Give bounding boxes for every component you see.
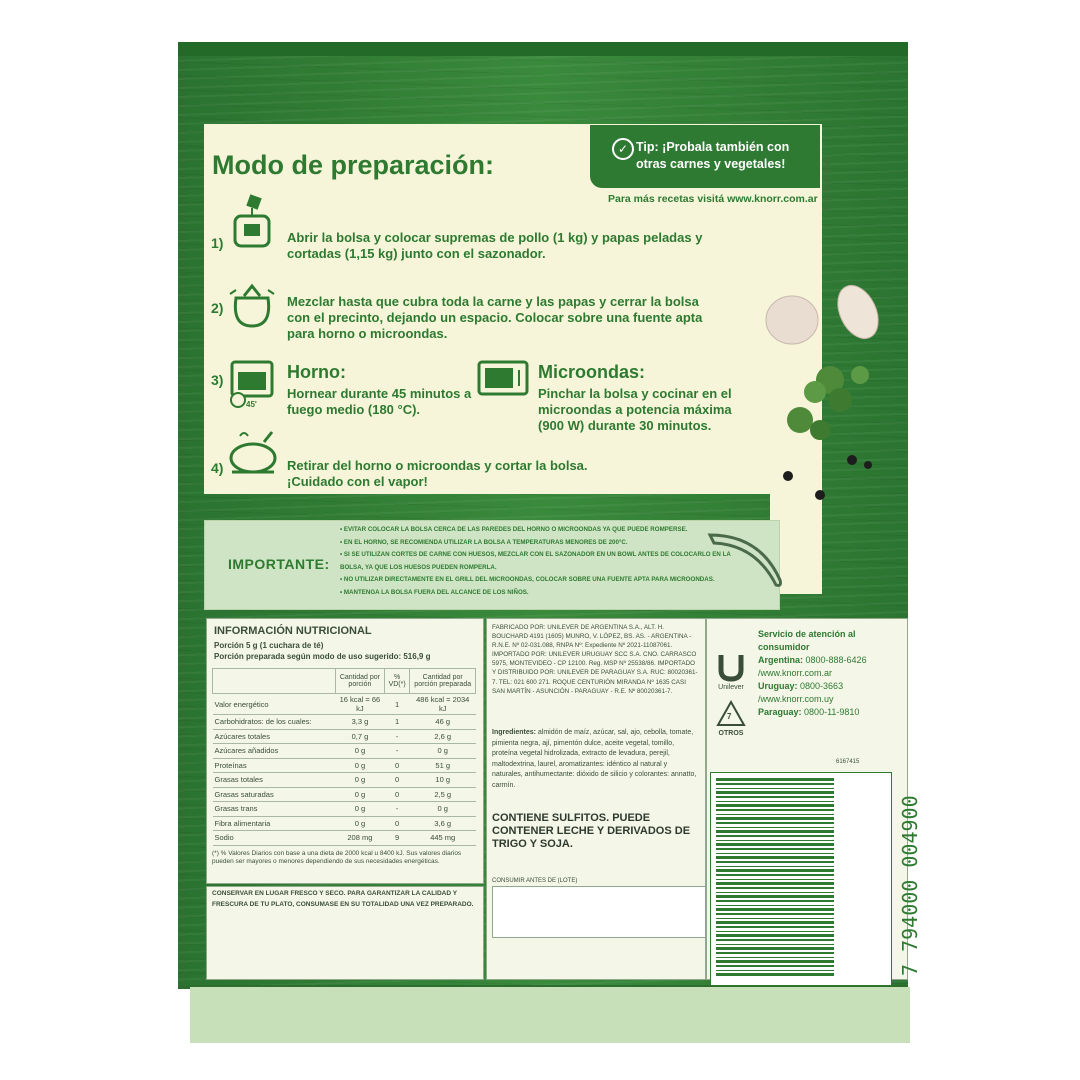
important-label: IMPORTANTE: — [228, 556, 330, 572]
service-phone: 0800-888-6426 — [805, 655, 867, 665]
lot-box — [492, 886, 706, 938]
recycle-symbol — [708, 700, 754, 737]
table-row — [213, 694, 476, 715]
preparation-title: Modo de preparación: — [212, 150, 495, 180]
important-item: • MANTENGA LA BOLSA FUERA DEL ALCANCE DE LOS NIÑOS. — [340, 587, 740, 600]
table-cell: 208 mg — [336, 831, 385, 846]
table-cell: 46 g — [410, 715, 476, 730]
table-cell: 2,5 g — [410, 787, 476, 802]
table-cell: 0 g — [336, 787, 385, 802]
table-cell: Azúcares totales — [213, 729, 336, 744]
table-cell: Grasas saturadas — [213, 787, 336, 802]
table-cell: Carbohidratos: de los cuales: — [213, 715, 336, 730]
package-top-seal — [178, 42, 908, 56]
table-cell: 486 kcal = 2034 kJ — [410, 694, 476, 715]
unilever-u-icon — [716, 652, 746, 682]
ean-number: 7 794000 004900 — [898, 795, 922, 976]
product-code: 6167415 — [836, 759, 860, 765]
microwave-title: Microondas: — [538, 362, 646, 382]
nutrition-portion: Porción 5 g (1 cuchara de té) — [214, 641, 324, 650]
table-cell: 1 — [384, 694, 410, 715]
table-cell: 0 — [384, 816, 410, 831]
allergens-text: CONTIENE SULFITOS. PUEDE CONTENER LECHE Y DERIVADOS DE TRIGO Y SOJA. — [492, 812, 691, 850]
table-cell: Fibra alimentaria — [213, 816, 336, 831]
microwave-icon — [477, 360, 529, 396]
table-row — [213, 773, 476, 788]
step-number: 3) — [211, 372, 224, 388]
table-cell: 0 — [384, 787, 410, 802]
table-cell: 0 g — [336, 802, 385, 817]
service-country: Argentina: — [758, 655, 803, 665]
table-header — [213, 669, 336, 694]
storage-text: CONSERVAR EN LUGAR FRESCO Y SECO. PARA GARANTIZAR LA CALIDAD Y FRESCURA DE TU PLATO, CONSUMASE EN SU TOTALIDAD UNA VEZ PREPARADO. — [212, 890, 474, 908]
customer-service — [758, 628, 898, 719]
check-icon: ✓ — [612, 138, 634, 160]
table-cell: Valor energético — [213, 694, 336, 715]
nutrition-title: INFORMACIÓN NUTRICIONAL — [214, 625, 372, 637]
table-header: Cantidad por porción preparada — [410, 669, 476, 694]
table-cell: 3,6 g — [410, 816, 476, 831]
table-cell: - — [384, 729, 410, 744]
service-phone: 0800-3663 — [800, 681, 844, 691]
table-cell: Sodio — [213, 831, 336, 846]
table-cell: 0 g — [336, 773, 385, 788]
table-cell: 2,6 g — [410, 729, 476, 744]
step-4-text: Retirar del horno o microondas y cortar la bolsa. ¡Cuidado con el vapor! — [287, 458, 588, 489]
important-item: • SI SE UTILIZAN CORTES DE CARNE CON HUESOS, MEZCLAR CON EL SAZONADOR EN UN BOWL ANTES DE COLOCARLO EN LA BOLSA, YA QUE LOS HUESOS PUEDEN ROMPERLA. — [340, 549, 740, 574]
recycle-number: 7 — [727, 712, 732, 721]
table-cell: 51 g — [410, 758, 476, 773]
important-item: • NO UTILIZAR DIRECTAMENTE EN EL GRILL DEL MICROONDAS, COLOCAR SOBRE UNA FUENTE APTA PARA MICROONDAS. — [340, 574, 740, 587]
service-country: Uruguay: — [758, 681, 798, 691]
table-cell: - — [384, 802, 410, 817]
table-cell: 9 — [384, 831, 410, 846]
table-header-row — [213, 669, 476, 694]
table-row — [213, 831, 476, 846]
ingredients-label: Ingredientes: — [492, 729, 536, 736]
table-header: % VD(*) — [384, 669, 410, 694]
table-cell: - — [384, 744, 410, 759]
microwave-text: Pinchar la bolsa y cocinar en el microondas a potencia máxima (900 W) durante 30 minutos. — [538, 386, 732, 433]
table-cell: 10 g — [410, 773, 476, 788]
table-cell: 0 g — [336, 758, 385, 773]
recipes-link: Para más recetas visitá www.knorr.com.ar — [608, 193, 818, 205]
oven-text: Hornear durante 45 minutos a fuego medio (180 °C). — [287, 386, 472, 417]
table-row — [213, 729, 476, 744]
table-cell: 0 g — [336, 816, 385, 831]
unilever-logo — [711, 652, 751, 692]
table-row — [213, 744, 476, 759]
best-before-label: CONSUMIR ANTES DE (LOTE) — [492, 878, 578, 884]
table-row — [213, 816, 476, 831]
step-number: 1) — [211, 235, 224, 251]
table-cell: Azúcares añadidos — [213, 744, 336, 759]
roast-chicken-icon — [226, 428, 280, 480]
table-cell: 0 g — [410, 744, 476, 759]
oven-time-badge: 45' — [246, 400, 257, 409]
service-web: /www.knorr.com.uy — [758, 694, 834, 704]
package-bottom-seal — [190, 987, 910, 1043]
unilever-wordmark: Unilever — [718, 684, 744, 691]
table-cell: 3,3 g — [336, 715, 385, 730]
table-cell: 16 kcal = 66 kJ — [336, 694, 385, 715]
step-number: 2) — [211, 300, 224, 316]
tip-text: Tip: ¡Probala también con otras carnes y vegetales! — [636, 140, 790, 171]
bag-open-icon — [232, 190, 272, 250]
oven-title: Horno: — [287, 362, 346, 382]
step-1-text: Abrir la bolsa y colocar supremas de pollo (1 kg) y papas peladas y cortadas (1,15 kg) junto con el sazonador. — [287, 230, 703, 261]
nutrition-table — [212, 668, 476, 846]
table-header: Cantidad por porción — [336, 669, 385, 694]
ingredients-text: almidón de maíz, azúcar, sal, ajo, cebolla, tomate, pimienta negra, ají, pimentón dulce, aceite vegetal, tomillo, proteína vegetal hidrolizada, extracto de levadura, perejil, maltodextrina, laurel, aromatizantes: idéntico al natural y naturales, antihumectante: dióxido de silicio y colorantes: annatto, carmín. — [492, 729, 697, 789]
recycle-label: OTROS — [718, 730, 744, 737]
table-cell: 0 — [384, 773, 410, 788]
garlic-herbs-illustration — [760, 280, 890, 510]
table-row — [213, 715, 476, 730]
table-cell: Grasas totales — [213, 773, 336, 788]
table-cell: Grasas trans — [213, 802, 336, 817]
table-cell: 0 g — [410, 802, 476, 817]
table-cell: 445 mg — [410, 831, 476, 846]
service-country: Paraguay: — [758, 707, 802, 717]
nutrition-prepared: Porción preparada según modo de uso sugerido: 516,9 g — [214, 652, 431, 661]
bag-closed-icon — [228, 282, 276, 328]
table-row — [213, 802, 476, 817]
table-cell: 0 — [384, 758, 410, 773]
table-row — [213, 787, 476, 802]
important-item: • EN EL HORNO, SE RECOMIENDA UTILIZAR LA BOLSA A TEMPERATURAS MENORES DE 200°C. — [340, 537, 740, 550]
table-cell: 0,7 g — [336, 729, 385, 744]
table-cell: Proteínas — [213, 758, 336, 773]
important-list — [340, 524, 740, 599]
service-title: Servicio de atención al consumidor — [758, 629, 856, 652]
manufacturer-text: FABRICADO POR: UNILEVER DE ARGENTINA S.A., ALT. H. BOUCHARD 4191 (1605) MUNRO, V. LÓPEZ, BS. AS. - ARGENTINA - R.N.E. Nº 02-031.088, RNPA Nº: Expediente Nº 2021-11087061. IMPORTADO POR: UNILEVER URUGUAY SCC S.A. CNO. CARRASCO 5975, MONTEVIDEO - CP 12100. Reg. MSP Nº 25538/86. IMPORTADO Y DISTRIBUIDO POR: UNILEVER DE PARAGUAY S.A. RUC: 80020361-7. TEL: 021 600 271. ROQUE CENTURIÓN MIRANDA Nº 1635 CASI SAN MARTÍN - ASUNCIÓN - PARAGUAY - R.E. Nº 80020361-7. — [492, 624, 698, 695]
table-cell: 1 — [384, 715, 410, 730]
nutrition-footnote: (*) % Valores Diarios con base a una dieta de 2000 kcal u 8400 kJ. Sus valores diarios pueden ser mayores o menores dependiendo de sus necesidades energéticas. — [212, 850, 462, 865]
step-2-text: Mezclar hasta que cubra toda la carne y las papas y cerrar la bolsa con el precinto, dejando un espacio. Colocar sobre una fuente apta para horno o microondas. — [287, 294, 703, 341]
important-item: • EVITAR COLOCAR LA BOLSA CERCA DE LAS PAREDES DEL HORNO O MICROONDAS YA QUE PUEDE ROMPERSE. — [340, 524, 740, 537]
photo-note: Foto ilustrativa — [822, 157, 831, 210]
service-web: /www.knorr.com.ar — [758, 668, 833, 678]
table-row — [213, 758, 476, 773]
clip-tie-icon — [700, 525, 790, 595]
barcode-bars — [716, 776, 834, 976]
step-number: 4) — [211, 460, 224, 476]
ingredients — [492, 728, 698, 791]
table-cell: 0 g — [336, 744, 385, 759]
service-phone: 0800-11-9810 — [804, 707, 860, 717]
